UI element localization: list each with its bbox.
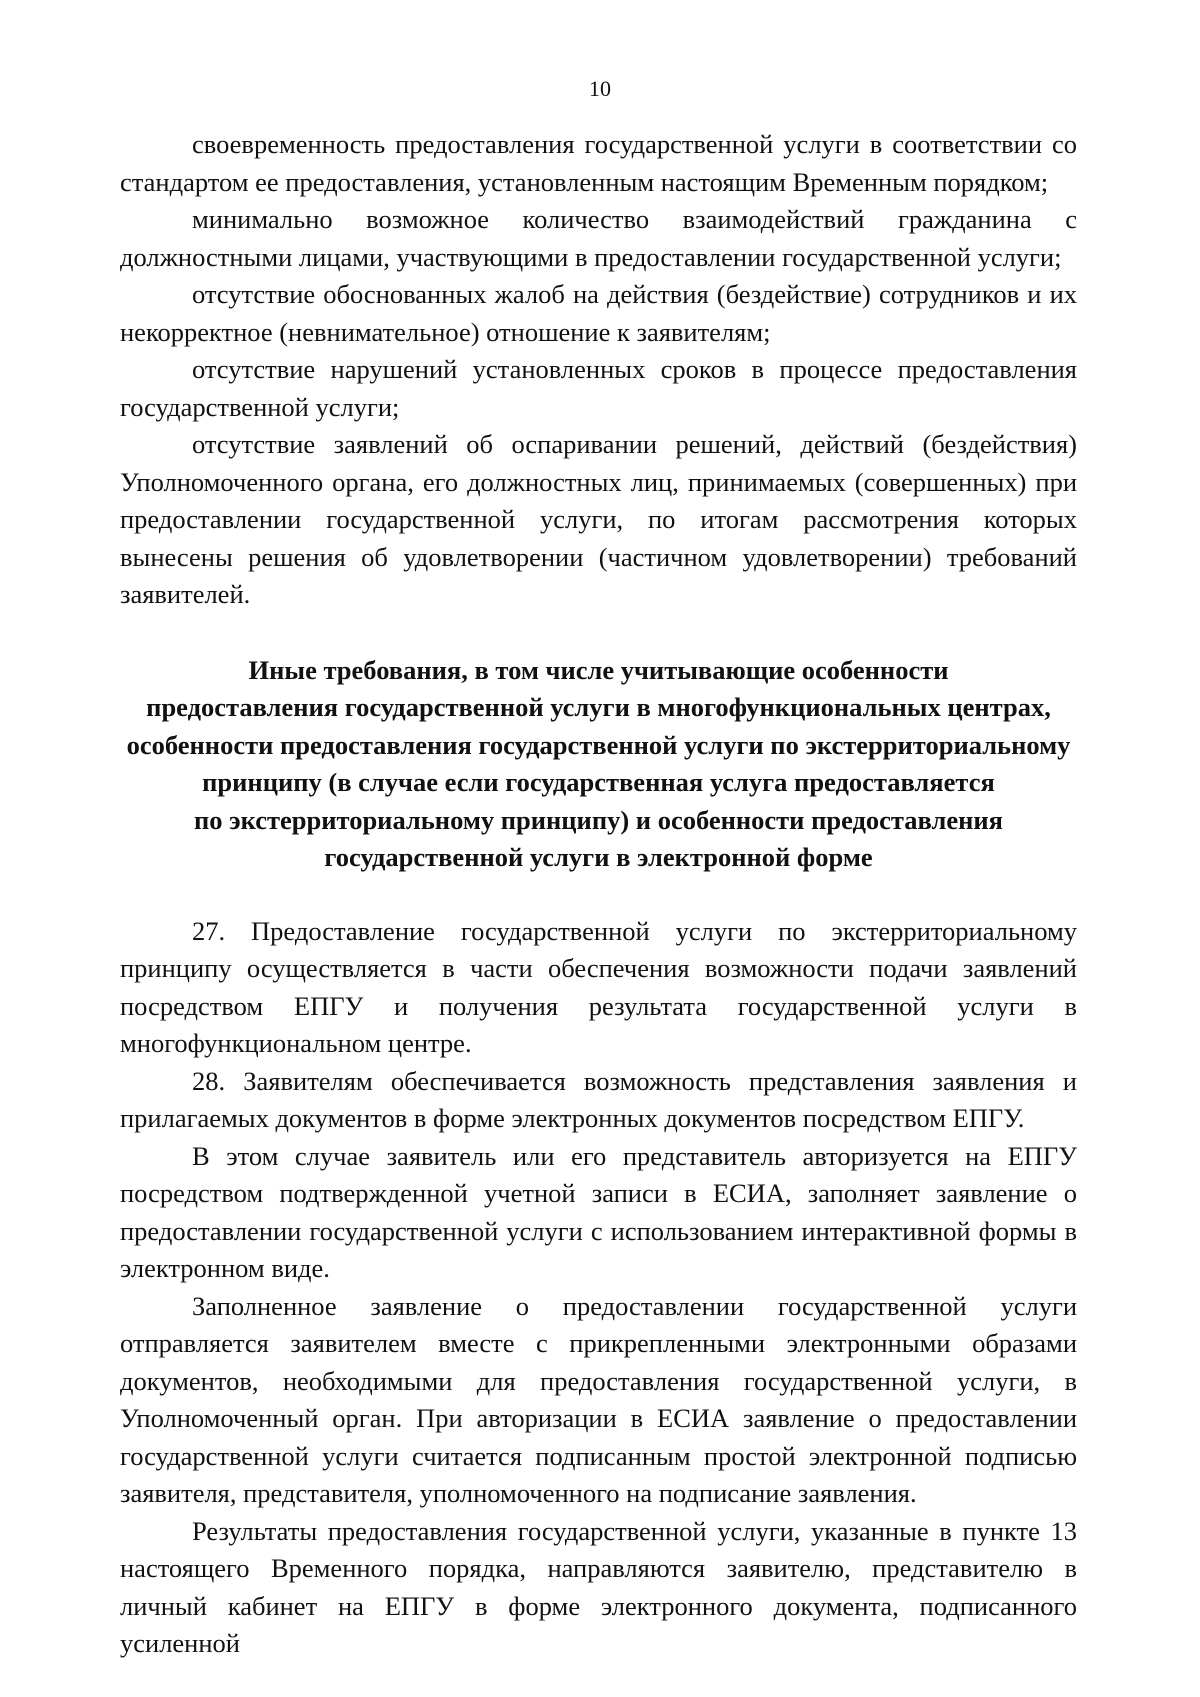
numbered-paragraph-27: 27. Предоставление государственной услуги по экстерриториальному принципу осуществляется в части обеспечения возможности подачи заявлений посредством ЕПГУ и получения результата государственной услуги в многофункциональном центре. — [120, 915, 1077, 1058]
section-heading-line: предоставления государственной услуги в многофункциональных центрах, — [146, 692, 1051, 722]
page-number: 10 — [589, 76, 611, 101]
section-heading-line: Иные требования, в том числе учитывающие особенности — [248, 654, 949, 685]
section-heading-line: принципу (в случае если государственная услуга предоставляется — [202, 767, 995, 797]
section-heading-line: по экстерриториальному принципу) и особенности предоставления — [194, 804, 1003, 835]
body-paragraph: своевременность предоставления государственной услуги в соответствии со стандартом ее предоставления, установленным настоящим Временным порядком; — [120, 129, 1077, 197]
document-body — [120, 126, 1077, 1663]
body-paragraph: Результаты предоставления государственной услуги, указанные в пункте 13 настоящего Временного порядка, направляются заявителю, представителю в личный кабинет на ЕПГУ в форме электронного документа, подписанного усиленной — [120, 1515, 1077, 1658]
body-paragraph: отсутствие нарушений установленных сроков в процессе предоставления государственной услуги; — [120, 354, 1077, 422]
body-paragraph: Заполненное заявление о предоставлении государственной услуги отправляется заявителем вместе с прикрепленными электронными образами документов, необходимыми для предоставления государственной услуги, в Уполномоченный орган. При авторизации в ЕСИА заявление о предоставлении государственной услуги считается подписанным простой электронной подписью заявителя, представителя, уполномоченного на подписание заявления. — [120, 1290, 1077, 1508]
section-heading-line: государственной услуги в электронной форме — [324, 842, 873, 872]
body-paragraph: отсутствие обоснованных жалоб на действия (бездействие) сотрудников и их некорректное (невнимательное) отношение к заявителям; — [120, 279, 1077, 347]
body-paragraph: В этом случае заявитель или его представитель авторизуется на ЕПГУ посредством подтвержденной учетной записи в ЕСИА, заполняет заявление о предоставлении государственной услуги с использованием интерактивной формы в электронном виде. — [120, 1140, 1077, 1283]
section-heading-line: особенности предоставления государственной услуги по экстерриториальному — [126, 729, 1071, 760]
section-heading — [120, 652, 1077, 877]
body-paragraph: отсутствие заявлений об оспаривании решений, действий (бездействия) Уполномоченного органа, его должностных лиц, принимаемых (совершенных) при предоставлении государственной услуги, по итогам рассмотрения которых вынесены решения об удовлетворении (частичном удовлетворении) требований заявителей. — [120, 429, 1077, 609]
numbered-paragraph-28: 28. Заявителям обеспечивается возможность представления заявления и прилагаемых документов в форме электронных документов посредством ЕПГУ. — [120, 1065, 1077, 1133]
body-paragraph: минимально возможное количество взаимодействий гражданина с должностными лицами, участвующими в предоставлении государственной услуги; — [120, 204, 1077, 272]
